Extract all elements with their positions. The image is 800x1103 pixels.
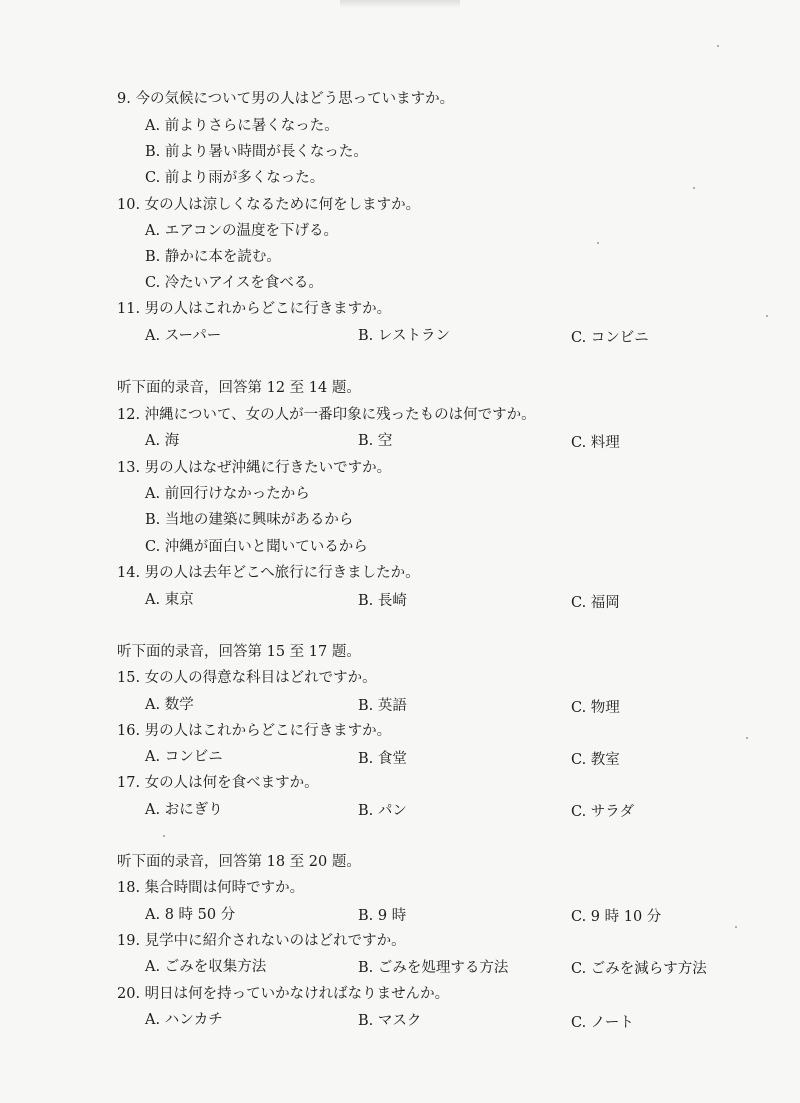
top-scan-smudge [340, 0, 460, 8]
option-12b: B. 空 [358, 433, 393, 449]
option-15b: B. 英語 [358, 698, 407, 714]
option-15c: C. 物理 [571, 700, 620, 716]
option-17a: A. おにぎり [145, 802, 223, 818]
question-14: 14. 男の人は去年どこへ旅行に行きましたか。 [117, 565, 420, 581]
option-10c: C. 冷たいアイスを食べる。 [145, 275, 323, 291]
option-16c: C. 教室 [571, 752, 620, 768]
option-19a: A. ごみを収集方法 [145, 959, 267, 975]
question-20: 20. 明日は何を持っていかなければなりませんか。 [117, 986, 450, 1002]
option-9c: C. 前より雨が多くなった。 [145, 170, 325, 186]
option-14c: C. 福岡 [571, 595, 620, 611]
option-16b: B. 食堂 [358, 751, 407, 767]
option-11a: A. スーパー [145, 328, 222, 344]
option-19b: B. ごみを処理する方法 [358, 960, 509, 976]
scan-speck [693, 187, 695, 189]
option-11c: C. コンビニ [571, 330, 649, 346]
question-18: 18. 集合時間は何時ですか。 [117, 880, 305, 896]
question-16: 16. 男の人はこれからどこに行きますか。 [117, 723, 392, 739]
scan-speck [746, 737, 748, 739]
option-17b: B. パン [358, 803, 407, 819]
option-18c: C. 9 時 10 分 [571, 909, 662, 925]
option-10a: A. エアコンの温度を下げる。 [145, 223, 338, 239]
option-13c: C. 沖縄が面白いと聞いているから [145, 539, 368, 555]
scan-speck [717, 45, 719, 47]
question-13: 13. 男の人はなぜ沖縄に行きたいですか。 [117, 460, 392, 476]
option-16a: A. コンビニ [145, 749, 223, 765]
question-17: 17. 女の人は何を食べますか。 [117, 775, 319, 791]
option-14a: A. 東京 [145, 592, 194, 608]
section-header-15-17: 听下面的录音，回答第 15 至 17 题。 [117, 644, 361, 660]
option-9a: A. 前よりさらに暑くなった。 [145, 118, 339, 134]
option-20b: B. マスク [358, 1013, 422, 1029]
question-19: 19. 見学中に紹介されないのはどれですか。 [117, 933, 406, 949]
question-10: 10. 女の人は涼しくなるために何をしますか。 [117, 197, 421, 213]
question-11: 11. 男の人はこれからどこに行きますか。 [117, 301, 392, 317]
scan-speck [735, 926, 737, 928]
option-10b: B. 静かに本を読む。 [145, 249, 281, 265]
option-18b: B. 9 時 [358, 908, 407, 924]
option-19c: C. ごみを減らす方法 [571, 961, 707, 977]
scan-speck [597, 242, 599, 244]
option-13b: B. 当地の建築に興味があるから [145, 512, 354, 528]
option-11b: B. レストラン [358, 328, 450, 344]
section-header-18-20: 听下面的录音，回答第 18 至 20 题。 [117, 854, 361, 870]
question-15: 15. 女の人の得意な科目はどれですか。 [117, 670, 377, 686]
option-9b: B. 前より暑い時間が長くなった。 [145, 144, 368, 160]
option-17c: C. サラダ [571, 804, 635, 820]
scan-speck [163, 835, 165, 837]
option-20c: C. ノート [571, 1015, 634, 1031]
question-9: 9. 今の気候について男の人はどう思っていますか。 [117, 91, 455, 107]
section-header-12-14: 听下面的录音，回答第 12 至 14 题。 [117, 380, 361, 396]
option-12a: A. 海 [145, 433, 180, 449]
option-13a: A. 前回行けなかったから [145, 486, 310, 502]
option-14b: B. 長崎 [358, 593, 407, 609]
question-12: 12. 沖縄について、女の人が一番印象に残ったものは何ですか。 [117, 407, 536, 423]
option-15a: A. 数学 [145, 697, 194, 713]
option-12c: C. 料理 [571, 435, 620, 451]
scan-speck [766, 315, 768, 317]
option-20a: A. ハンカチ [145, 1012, 223, 1028]
option-18a: A. 8 時 50 分 [145, 907, 236, 923]
